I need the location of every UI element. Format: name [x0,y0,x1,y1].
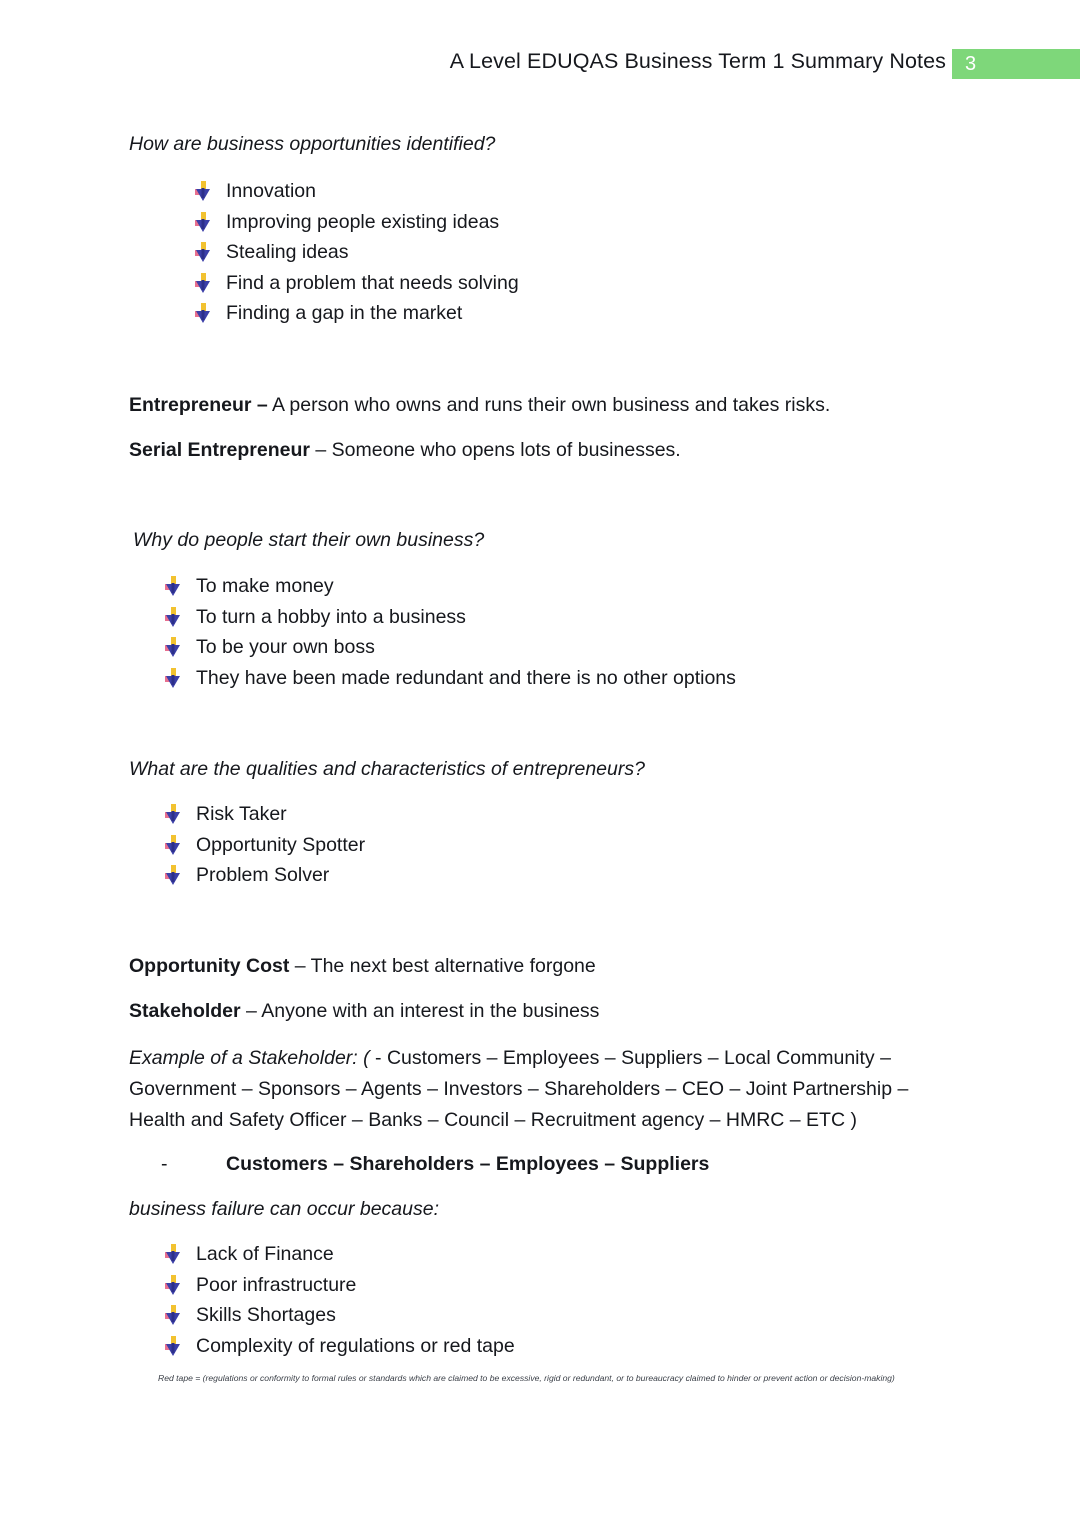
multicolor-down-arrow-bullet-icon [163,667,183,689]
heading-business-failure: business failure can occur because: [129,1198,440,1220]
list-item [163,1300,953,1331]
list-qualities [163,799,953,891]
stakeholder-example-body: - Customers – Employees – Suppliers – Local Community – Government – Sponsors – Agents – Investors – Shareholders – CEO – Joint Partnership – Health and Safety Officer – Banks – Council – Recruitment agency – HMRC – ETC ) [129,1047,909,1131]
multicolor-down-arrow-bullet-icon [163,1274,183,1296]
list-item-label: To make money [196,575,334,597]
definition-text: – Anyone with an interest in the business [240,1000,600,1022]
list-item [193,207,953,238]
list-item [163,571,953,602]
list-item [163,860,953,891]
list-item-label: Problem Solver [196,864,330,886]
definition-stakeholder [129,997,959,1025]
definition-text: A person who owns and runs their own business and takes risks. [267,394,831,416]
list-item-label: Find a problem that needs solving [226,271,519,294]
list-item-label: Risk Taker [196,803,287,825]
heading-qualities: What are the qualities and characteristics of entrepreneurs? [129,758,645,780]
list-item [163,1239,953,1270]
list-item-label: Poor infrastructure [196,1273,357,1296]
list-item-label: Improving people existing ideas [226,210,500,233]
multicolor-down-arrow-bullet-icon [193,211,213,233]
key-stakeholders-item [161,1150,1056,1178]
definition-term: Opportunity Cost [129,955,290,977]
multicolor-down-arrow-bullet-icon [193,241,213,263]
list-opportunities [193,176,953,329]
list-item [163,830,953,861]
list-item [193,298,953,329]
list-item-label: To turn a hobby into a business [196,605,466,628]
multicolor-down-arrow-bullet-icon [163,803,183,825]
definition-entrepreneur [129,391,959,419]
list-item [163,1331,953,1362]
list-item [163,799,953,830]
list-item-label: Skills Shortages [196,1304,336,1326]
definition-text: – Someone who opens lots of businesses. [309,439,681,461]
list-item-label: Finding a gap in the market [226,302,463,324]
list-item [163,632,953,663]
list-item [193,176,953,207]
definition-serial-entrepreneur [129,436,959,464]
page-header [0,44,1080,80]
page-number: 3 [965,53,977,75]
multicolor-down-arrow-bullet-icon [163,834,183,856]
heading-opportunities: How are business opportunities identified? [129,133,496,155]
multicolor-down-arrow-bullet-icon [163,606,183,628]
definition-term: Stakeholder [129,1000,241,1022]
multicolor-down-arrow-bullet-icon [193,272,213,294]
list-item-label: Opportunity Spotter [196,833,366,856]
header-title: A Level EDUQAS Business Term 1 Summary Notes [449,49,946,73]
multicolor-down-arrow-bullet-icon [163,575,183,597]
multicolor-down-arrow-bullet-icon [163,1243,183,1265]
list-why-start-business [163,571,953,693]
list-item [163,1270,953,1301]
key-stakeholders-label: Customers – Shareholders – Employees – Suppliers [226,1153,710,1175]
list-business-failure [163,1239,953,1361]
list-item-label: To be your own boss [196,636,375,658]
dash-bullet-icon: - [161,1153,168,1175]
heading-why-start-business: Why do people start their own business? [133,529,485,551]
multicolor-down-arrow-bullet-icon [193,302,213,324]
multicolor-down-arrow-bullet-icon [163,636,183,658]
definition-text: – The next best alternative forgone [289,955,596,977]
footnote-red-tape: Red tape = (regulations or conformity to formal rules or standards which are claimed to be excessive, rigid or redundant, or to bureaucracy claimed to hinder or prevent action or decision-making) [158,1373,895,1383]
definition-term: Serial Entrepreneur [129,439,310,461]
multicolor-down-arrow-bullet-icon [193,180,213,202]
multicolor-down-arrow-bullet-icon [163,864,183,886]
definition-opportunity-cost [129,952,959,980]
definition-term: Entrepreneur – [129,394,268,416]
stakeholder-example-lead: Example of a Stakeholder: ( [129,1047,370,1069]
list-item [193,268,953,299]
list-item-label: Innovation [226,180,316,202]
list-item-label: Stealing ideas [226,241,349,263]
list-item [163,663,953,694]
list-item-label: They have been made redundant and there is no other options [196,666,736,689]
list-item [193,237,953,268]
stakeholder-example-paragraph [129,1043,957,1136]
list-item [163,602,953,633]
multicolor-down-arrow-bullet-icon [163,1304,183,1326]
multicolor-down-arrow-bullet-icon [163,1335,183,1357]
list-item-label: Lack of Finance [196,1243,334,1265]
list-item-label: Complexity of regulations or red tape [196,1334,515,1357]
